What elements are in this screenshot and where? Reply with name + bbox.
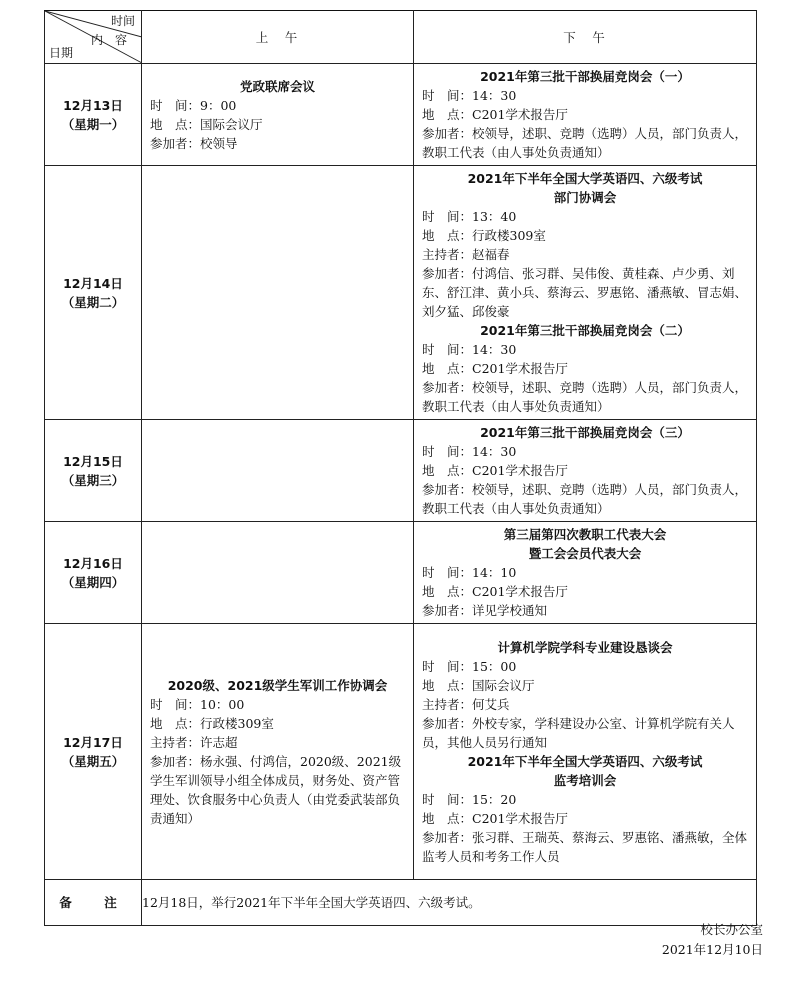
event-block <box>422 67 748 162</box>
event-detail: 主持者：赵福春 <box>422 247 510 262</box>
cell-content <box>414 420 756 521</box>
day-row <box>45 64 757 166</box>
date-label: 12月14日 <box>63 275 123 291</box>
event-title: 暨工会会员代表大会 <box>528 546 642 561</box>
event-detail: 参加者：杨永强、付鸿信，2020级、2021级学生军训领导小组全体成员，财务处、资产管理处、饮食服务中心负责人（由党委武装部负责通知） <box>150 753 402 826</box>
corner-time-label: 时间 <box>110 14 135 28</box>
cell-content <box>142 468 413 474</box>
event-detail: 时 间：14：30 <box>422 88 517 103</box>
event-detail: 参加者：详见学校通知 <box>422 603 548 618</box>
afternoon-cell <box>414 420 757 522</box>
event-title: 党政联席会议 <box>239 78 315 94</box>
weekday-label: （星期四） <box>61 574 125 590</box>
event-detail: 参加者：校领导，述职、竞聘（选聘）人员，部门负责人，教职工代表（由人事处负责通知） <box>422 126 748 160</box>
event-detail: 参加者：外校专家，学科建设办公室、计算机学院有关人员，其他人员另行通知 <box>422 715 735 750</box>
morning-cell <box>142 522 414 624</box>
event-detail: 地 点：C201学术报告厅 <box>422 810 568 826</box>
weekday-label: （星期二） <box>61 294 125 310</box>
corner-content-label: 内 容 <box>90 33 127 47</box>
event-detail: 参加者：张习群、王瑞英、蔡海云、罗惠铭、潘燕敏，全体监考人员和考务工作人员 <box>422 829 748 864</box>
event-detail: 时 间：14：10 <box>422 565 517 580</box>
event-detail: 地 点：行政楼309室 <box>150 715 274 731</box>
corner-date-label: 日期 <box>49 46 74 60</box>
event-detail: 主持者：何艾兵 <box>422 696 510 712</box>
event-block <box>150 77 405 153</box>
event-block <box>422 321 748 416</box>
cell-content <box>142 290 413 296</box>
cell-content <box>414 64 756 165</box>
event-title: 2021年第三批干部换届竞岗会（二） <box>480 323 690 338</box>
event-block <box>422 525 748 620</box>
event-detail: 参加者：校领导，述职、竞聘（选聘）人员，部门负责人，教职工代表（由人事处负责通知） <box>422 380 748 414</box>
event-detail: 时 间：13：40 <box>422 209 517 224</box>
event-block <box>150 676 405 828</box>
weekday-label: （星期五） <box>61 753 125 769</box>
event-title: 2021年第三批干部换届竞岗会（三） <box>480 425 690 440</box>
event-detail: 时 间：14：30 <box>422 444 517 459</box>
morning-cell <box>142 624 414 880</box>
cell-content <box>414 166 756 419</box>
event-detail: 地 点：C201学术报告厅 <box>422 463 568 478</box>
day-row <box>45 522 757 624</box>
morning-cell <box>142 64 414 166</box>
afternoon-header: 下 午 <box>414 11 757 64</box>
date-cell <box>45 522 142 624</box>
date-label: 12月17日 <box>63 734 123 750</box>
weekday-label: （星期一） <box>61 116 125 132</box>
morning-header: 上 午 <box>142 11 414 64</box>
remarks-row <box>45 880 757 926</box>
date-label: 12月15日 <box>63 453 123 469</box>
event-title: 2021年下半年全国大学英语四、六级考试 <box>467 753 703 769</box>
event-detail: 参加者：校领导，述职、竞聘（选聘）人员，部门负责人，教职工代表（由人事处负责通知） <box>422 482 748 516</box>
morning-cell <box>142 166 414 420</box>
event-title: 2020级、2021级学生军训工作协调会 <box>167 677 388 693</box>
event-detail: 时 间：15：00 <box>422 658 517 674</box>
event-block <box>422 169 748 321</box>
event-detail: 参加者：付鸿信、张习群、吴伟俊、黄桂森、卢少勇、刘东、舒江津、黄小兵、蔡海云、罗惠铭、潘燕敏、冒志娟、刘夕猛、邱俊豪 <box>422 266 748 319</box>
date-cell <box>45 420 142 522</box>
date-cell <box>45 166 142 420</box>
schedule-table <box>44 10 757 926</box>
event-detail: 地 点：行政楼309室 <box>422 228 546 243</box>
event-block <box>422 638 748 752</box>
event-detail: 时 间：15：20 <box>422 791 517 807</box>
cell-content <box>142 673 413 831</box>
cell-content <box>142 74 413 156</box>
header-row <box>45 11 757 64</box>
afternoon-cell <box>414 624 757 880</box>
event-detail: 地 点：国际会议厅 <box>422 677 535 693</box>
event-title: 第三届第四次教职工代表大会 <box>503 527 667 542</box>
event-detail: 主持者：许志超 <box>150 734 238 750</box>
afternoon-cell <box>414 64 757 166</box>
date-label: 12月13日 <box>63 97 123 113</box>
event-detail: 地 点：国际会议厅 <box>150 116 263 132</box>
issue-date: 2021年12月10日 <box>661 942 763 957</box>
event-detail: 时 间：9：00 <box>150 97 237 113</box>
remarks-text: 12月18日，举行2021年下半年全国大学英语四、六级考试。 <box>142 880 757 926</box>
event-detail: 地 点：C201学术报告厅 <box>422 361 568 376</box>
cell-content <box>414 522 756 623</box>
day-row <box>45 624 757 880</box>
date-cell <box>45 64 142 166</box>
date-label: 12月16日 <box>63 555 123 571</box>
event-title: 监考培训会 <box>553 772 617 788</box>
afternoon-cell <box>414 522 757 624</box>
event-detail: 时 间：10：00 <box>150 696 245 712</box>
issuer-office: 校长办公室 <box>700 922 763 937</box>
event-detail: 地 点：C201学术报告厅 <box>422 107 568 122</box>
cell-content <box>414 635 756 869</box>
event-block <box>422 423 748 518</box>
afternoon-cell <box>414 166 757 420</box>
event-detail: 时 间：14：30 <box>422 342 517 357</box>
corner-cell <box>45 11 142 64</box>
event-detail: 参加者：校领导 <box>150 135 238 151</box>
weekday-label: （星期三） <box>61 472 125 488</box>
day-row <box>45 420 757 522</box>
event-detail: 地 点：C201学术报告厅 <box>422 584 568 599</box>
event-block <box>422 752 748 866</box>
event-title: 2021年下半年全国大学英语四、六级考试 <box>467 171 703 186</box>
event-title: 部门协调会 <box>553 190 617 205</box>
morning-cell <box>142 420 414 522</box>
event-title: 计算机学院学科专业建设恳谈会 <box>497 639 673 655</box>
remarks-label: 备 注 <box>45 880 142 926</box>
cell-content <box>142 570 413 576</box>
date-cell <box>45 624 142 880</box>
day-row <box>45 166 757 420</box>
event-title: 2021年第三批干部换届竞岗会（一） <box>480 69 690 84</box>
